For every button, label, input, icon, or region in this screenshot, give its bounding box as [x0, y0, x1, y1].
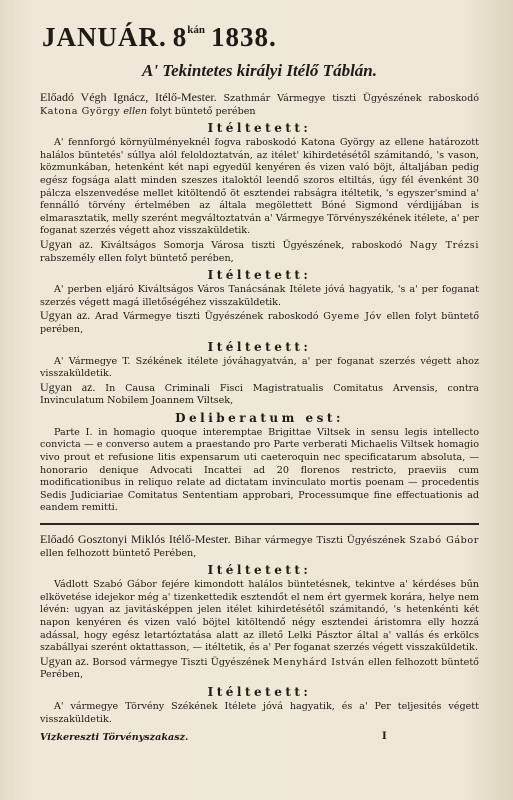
- section-intro: Szathmár Vármegye tiszti Ügyészének raboskodó: [223, 93, 479, 104]
- section-5: [40, 533, 479, 655]
- section-3: [40, 309, 479, 380]
- footer: [40, 732, 479, 743]
- section-lead: Ugyan az.: [40, 236, 93, 251]
- footer-text: Vizkereszti Törvényszakasz.: [40, 732, 189, 744]
- page-mark: I: [382, 731, 387, 743]
- court-title: A' Tekintetes királyi Itélő Táblán.: [141, 61, 377, 80]
- verdict-text: A' Vármegye T. Székének itélete jóváhagyatván, a' per foganat szerzés végett ahoz visszaküldetik.: [40, 355, 479, 380]
- section-intro: Borsod vármegye Tiszti Ügyészének: [92, 656, 270, 668]
- section-lead: Ugyan az.: [40, 308, 91, 323]
- header-day-suffix: kán: [187, 24, 205, 36]
- party-name: Gyeme Jóv: [323, 311, 382, 323]
- section-1: Előadó Végh Ignácz, Itélő-Mester. Szathmár Vármegye tiszti Ügyészének raboskodó Katona György ellen folyt büntető perében Itéltetett: A' fennforgó környülményeknél fogva raboskodó Katona György az ellene határozott halálos büntetés' súllya alól feloldoztatván, az itélet' kihirdetésétől számitandó, 's vason, közmunkában, hetenként két napi egyedül kenyéren és vizen való böjt, általjában pedig egész fogsága alatt minden szeszes italoktól leendő szoros eltiltás, úgy fél évenként 30 pálcza elszenvedése mellet kitöltendő öt esztendei rabságra itéltetik, 's egyszer'smind a' fennálló törvény értelmében az általa megölettett Bóné Sigmond vérdijjában is elmarasztatik, melly szerént megváltoztatván a' Vármegye Törvényszékének itélete, a' per foganat szerzés végett ahoz visszaküldetik.: [40, 90, 479, 237]
- section-2: [40, 238, 479, 309]
- section-4: [40, 381, 479, 515]
- section-intro: Kiváltságos Somorja Városa tiszti Ügyészének, raboskodó: [100, 239, 403, 251]
- date-header: [42, 14, 479, 53]
- header-month: JANUÁR.: [42, 22, 167, 52]
- section-intro: In Causa Criminali Fisci Magistratualis Comitatus Arvensis, contra Invinculatum Nobilem Joannem Viltsek,: [40, 382, 479, 407]
- section-intro-rest: ellen folyt büntető perében,: [40, 311, 479, 335]
- verdict-heading: Itéltetett:: [207, 684, 312, 699]
- section-lead: Ugyan az.: [40, 379, 96, 394]
- section-intro: Bihar vármegye Tiszti Ügyészének: [234, 535, 406, 547]
- verdict-heading: Itéltetett:: [207, 563, 312, 578]
- header-day: 8: [172, 22, 188, 52]
- section-lead: Ugyan az.: [40, 653, 89, 668]
- verdict-heading: Itéltetett:: [207, 339, 312, 354]
- verdict-text: Parte I. in homagio quoque interemptae Brigittae Viltsek in sensu legis intellecto convicta — e converso autem a praestando pro Parte verberati Michaelis Viltsek homagio vivo prout et refusione litis expensarum uti caeteroquin nec specificatarum absoluta, — honorario denique Advocati Incattei ad 20 florenos restricto, praeviis cum modificationibus in reliquo relate ad dictatam invinculato mortis poenam — procedentis Sedis Judiciariae Comitatus Sententiam approbari, Processumque fine effectuationis ad eandem remitti.: [40, 426, 479, 514]
- verdict-heading: Itéltetett:: [207, 268, 312, 283]
- party-name: Nagy Trézsi: [409, 239, 479, 251]
- verdict-text: Vádlott Szabó Gábor fejére kimondott halálos büntetésnek, tekintve a' kérdéses bűn elkövetése idejekor még a' tizenkettedik esztendőt el nem ért gyermek korára, helye nem lévén: ugyan az javitásképpen jelen itélet kihirdetésétől számitandó, 's hetenkénti két napon kenyéren és vizen való böjtel kitöltendő négy esztendei áristomra elly hozzá adással, hogy egész letartóztatása alatt az illető Lelki Pásztor által a' vallás és erkölcs szabállyai szerént oktattasson, — itéltetik, és a' Per foganat szerzés végett visszaküldetik.: [40, 579, 479, 654]
- section-intro-rest: rabszemély ellen folyt büntető perében,: [40, 252, 234, 264]
- section-intro: Arad Vármegye tiszti Ügyészének raboskodó: [94, 311, 319, 323]
- party-name: Szabó Gábor: [409, 535, 479, 547]
- section-6: [40, 655, 479, 726]
- section-intro-rest: ellen felhozott büntető Perében,: [40, 656, 479, 681]
- section-intro-rest: folyt büntető perében: [150, 105, 256, 117]
- section-intro-rest: ellen felhozott büntető Perében,: [40, 547, 197, 559]
- party-name: Menyhárd István: [272, 656, 365, 668]
- verdict-text: A' perben eljáró Kiváltságos Város Tanácsának Itélete jóvá hagyatik, 's a' per foganat szerzés végett magá illetőségéhez visszaküldetik.: [40, 284, 479, 308]
- section-lead: Előadó Végh Ignácz, Itélő-Mester.: [40, 90, 217, 104]
- verdict-text: A' fennforgó környülményeknél fogva raboskodó Katona György az ellene határozott halálos büntetés' súllya alól feloldoztatván, az itélet' kihirdetésétől számitandó, 's vason, közmunkában, hetenként két napi egyedül kenyéren és vizen való böjt, általjában pedig egész fogsága alatt minden szeszes italoktól leendő szoros eltiltás, úgy fél évenként 30 pálcza elszenvedése mellet kitöltendő öt esztendei rabságra itéltetik, 's egyszer'smind a' fennálló törvény értelmében az általa megölettett Bóné Sigmond vérdijjában is elmarasztatik, melly szerént megváltoztatván a' Vármegye Törvényszékének itélete, a' per foganat szerzés végett ahoz visszaküldetik.: [40, 137, 479, 237]
- section-divider: [40, 523, 479, 525]
- verdict-text: A' vármegye Törvény Székének Itélete jóvá hagyatik, és a' Per teljesités végett visszaküldetik.: [40, 700, 479, 725]
- party-name: Katona György: [40, 105, 121, 117]
- section-lead: Előadó Gosztonyi Miklós Itélő-Mester.: [40, 532, 231, 547]
- verdict-heading: Deliberatum est:: [175, 410, 344, 425]
- verdict-heading: Itéltetett:: [207, 121, 312, 136]
- header-year: 1838.: [211, 22, 277, 52]
